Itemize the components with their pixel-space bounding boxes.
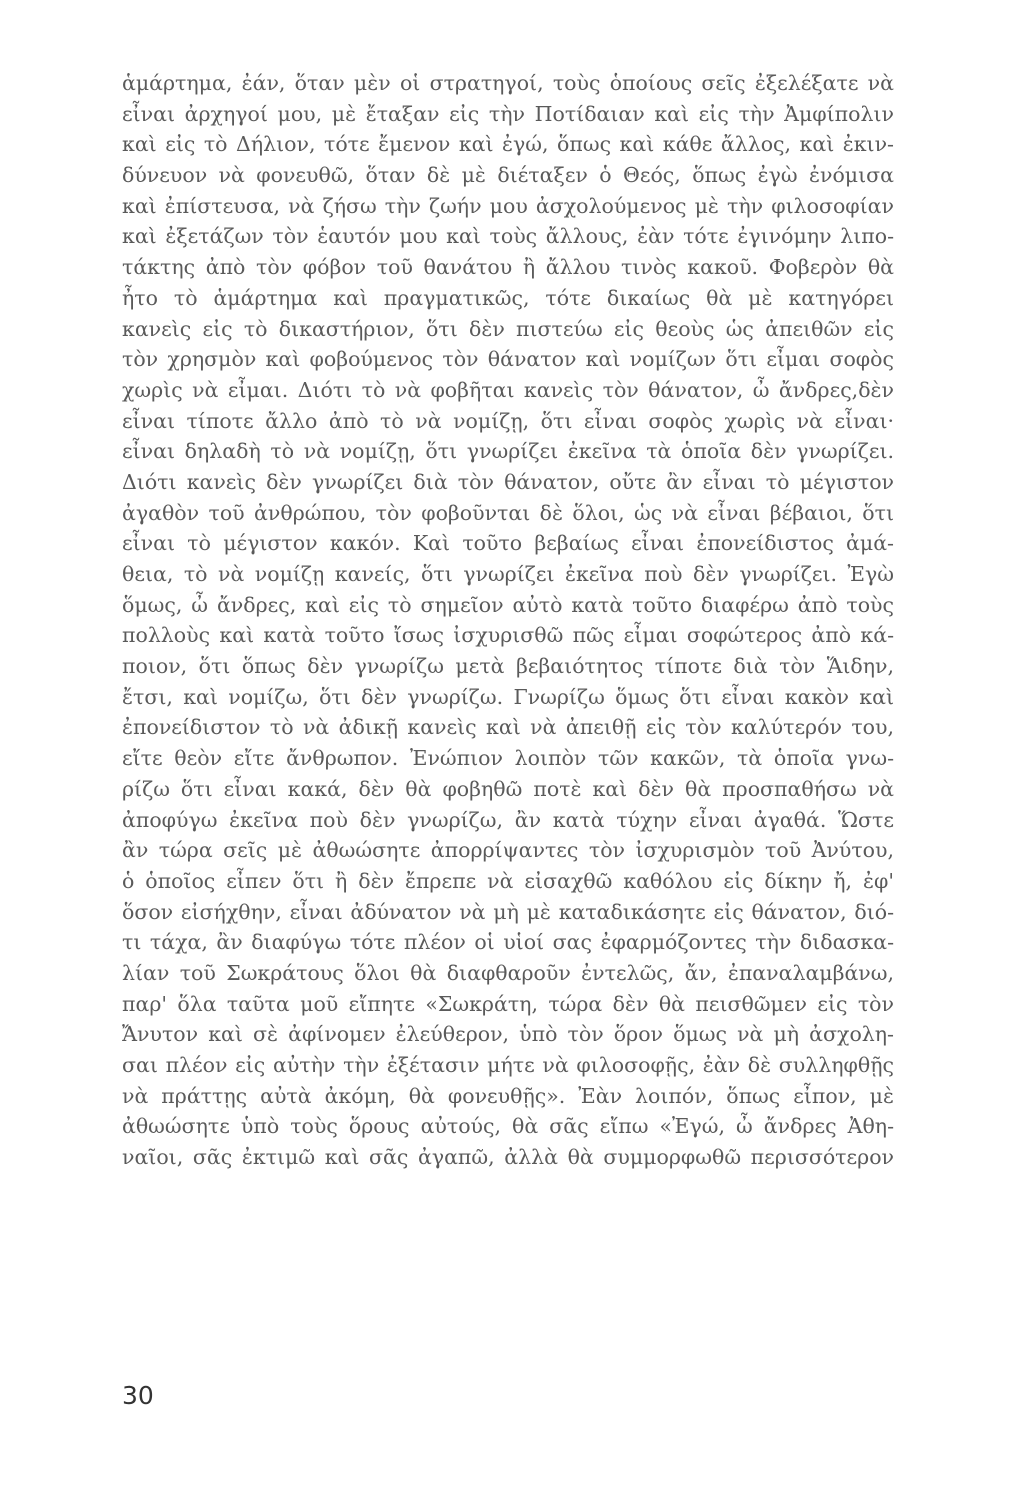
text-line: ναῖοι, σᾶς ἐκτιμῶ καὶ σᾶς ἀγαπῶ, ἀλλὰ θὰ συμμορφωθῶ περισσότερον [122,1145,894,1170]
text-line: ἁμάρτημα, ἐάν, ὅταν μὲν οἱ στρατηγοί, τοὺς ὁποίους σεῖς ἐξελέξατε νὰ [122,71,894,95]
text-line: ὅμως, ὦ ἄνδρες, καὶ εἰς τὸ σημεῖον αὐτὸ κατὰ τοῦτο διαφέρω ἀπὸ τοὺς [122,592,894,617]
text-line: ἀθωώσητε ὑπὸ τοὺς ὅρους αὐτούς, θὰ σᾶς εἴπω «Ἐγώ, ὦ ἄνδρες Ἀθη- [122,1114,894,1139]
text-line: καὶ εἰς τὸ Δήλιον, τότε ἔμενον καὶ ἐγώ, ὅπως καὶ κάθε ἄλλος, καὶ ἐκιν- [122,132,894,157]
text-line: ἀγαθὸν τοῦ ἀνθρώπου, τὸν φοβοῦνται δὲ ὅλοι, ὡς νὰ εἶναι βέβαιοι, ὅτι [122,500,894,525]
page-number: 30 [122,1381,154,1410]
text-line: εἶναι δηλαδὴ τὸ νὰ νομίζῃ, ὅτι γνωρίζει ἐκεῖνα τὰ ὁποῖα δὲν γνωρίζει. [122,439,894,464]
text-line: ἐπονείδιστον τὸ νὰ ἀδικῇ κανεὶς καὶ νὰ ἀπειθῇ εἰς τὸν καλύτερόν του, [122,715,894,740]
text-line: δύνευον νὰ φονευθῶ, ὅταν δὲ μὲ διέταξεν ὁ Θεός, ὅπως ἐγὼ ἐνόμισα [122,163,894,188]
text-line: Ἄνυτον καὶ σὲ ἀφίνομεν ἐλεύθερον, ὑπὸ τὸν ὅρον ὅμως νὰ μὴ ἀσχολη- [122,1022,894,1047]
text-line: ἦτο τὸ ἁμάρτημα καὶ πραγματικῶς, τότε δικαίως θὰ μὲ κατηγόρει [122,285,894,310]
text-line: ρίζω ὅτι εἶναι κακά, δὲν θὰ φοβηθῶ ποτὲ καὶ δὲν θὰ προσπαθήσω νὰ [122,776,894,801]
text-line: νὰ πράττῃς αὐτὰ ἀκόμη, θὰ φονευθῇς». Ἐὰν λοιπόν, ὅπως εἶπον, μὲ [122,1083,894,1108]
text-line: ὅσον εἰσήχθην, εἶναι ἀδύνατον νὰ μὴ μὲ καταδικάσητε εἰς θάνατον, διό- [122,899,894,924]
text-line: ἂν τώρα σεῖς μὲ ἀθωώσητε ἀπορρίψαντες τὸν ἰσχυρισμὸν τοῦ Ἀνύτου, [122,838,894,863]
body-text [122,68,894,1173]
text-line: κανεὶς εἰς τὸ δικαστήριον, ὅτι δὲν πιστεύω εἰς θεοὺς ὡς ἀπειθῶν εἰς [122,316,894,341]
text-line: χωρὶς νὰ εἶμαι. Διότι τὸ νὰ φοβῆται κανεὶς τὸν θάνατον, ὦ ἄνδρες,δὲν [122,377,894,402]
text-line: Διότι κανεὶς δὲν γνωρίζει διὰ τὸν θάνατον, οὔτε ἂν εἶναι τὸ μέγιστον [122,469,894,494]
text-line: εἴτε θεὸν εἴτε ἄνθρωπον. Ἐνώπιον λοιπὸν τῶν κακῶν, τὰ ὁποῖα γνω- [122,746,894,771]
text-line: τὸν χρησμὸν καὶ φοβούμενος τὸν θάνατον καὶ νομίζων ὅτι εἶμαι σοφὸς [122,347,894,372]
text-line: εἶναι τὸ μέγιστον κακόν. Καὶ τοῦτο βεβαίως εἶναι ἐπονείδιστος ἀμά- [122,531,894,556]
text-line: ἔτσι, καὶ νομίζω, ὅτι δὲν γνωρίζω. Γνωρίζω ὅμως ὅτι εἶναι κακὸν καὶ [122,684,894,709]
text-line: θεια, τὸ νὰ νομίζῃ κανείς, ὅτι γνωρίζει ἐκεῖνα ποὺ δὲν γνωρίζει. Ἐγὼ [122,562,894,586]
text-line: ὁ ὁποῖος εἶπεν ὅτι ἢ δὲν ἔπρεπε νὰ εἰσαχθῶ καθόλου εἰς δίκην ἤ, ἐφ' [122,868,894,893]
text-line: τάκτης ἀπὸ τὸν φόβον τοῦ θανάτου ἢ ἄλλου τινὸς κακοῦ. Φοβερὸν θὰ [122,255,894,280]
text-line: σαι πλέον εἰς αὐτὴν τὴν ἐξέτασιν μήτε νὰ φιλοσοφῇς, ἐὰν δὲ συλληφθῇς [122,1053,894,1077]
text-line: καὶ ἐπίστευσα, νὰ ζήσω τὴν ζωήν μου ἀσχολούμενος μὲ τὴν φιλοσοφίαν [122,193,894,218]
text-line: λίαν τοῦ Σωκράτους ὅλοι θὰ διαφθαροῦν ἐντελῶς, ἄν, ἐπαναλαμβάνω, [122,960,894,985]
text-line: πολλοὺς καὶ κατὰ τοῦτο ἴσως ἰσχυρισθῶ πῶς εἶμαι σοφώτερος ἀπὸ κά- [122,623,894,648]
text-line: εἶναι ἀρχηγοί μου, μὲ ἔταξαν εἰς τὴν Ποτίδαιαν καὶ εἰς τὴν Ἀμφίπολιν [122,101,894,126]
text-line: καὶ ἐξετάζων τὸν ἑαυτόν μου καὶ τοὺς ἄλλους, ἐὰν τότε ἐγινόμην λιπο- [122,224,894,249]
text-line: εἶναι τίποτε ἄλλο ἀπὸ τὸ νὰ νομίζῃ, ὅτι εἶναι σοφὸς χωρὶς νὰ εἶναι· [122,408,894,433]
text-line: τι τάχα, ἂν διαφύγω τότε πλέον οἱ υἱοί σας ἐφαρμόζοντες τὴν διδασκα- [122,930,894,955]
text-line: ἀποφύγω ἐκεῖνα ποὺ δὲν γνωρίζω, ἂν κατὰ τύχην εἶναι ἀγαθά. Ὥστε [122,807,894,832]
text-line: παρ' ὅλα ταῦτα μοῦ εἴπητε «Σωκράτη, τώρα δὲν θὰ πεισθῶμεν εἰς τὸν [122,991,894,1016]
text-line: ποιον, ὅτι ὅπως δὲν γνωρίζω μετὰ βεβαιότητος τίποτε διὰ τὸν Ἅιδην, [122,654,894,679]
